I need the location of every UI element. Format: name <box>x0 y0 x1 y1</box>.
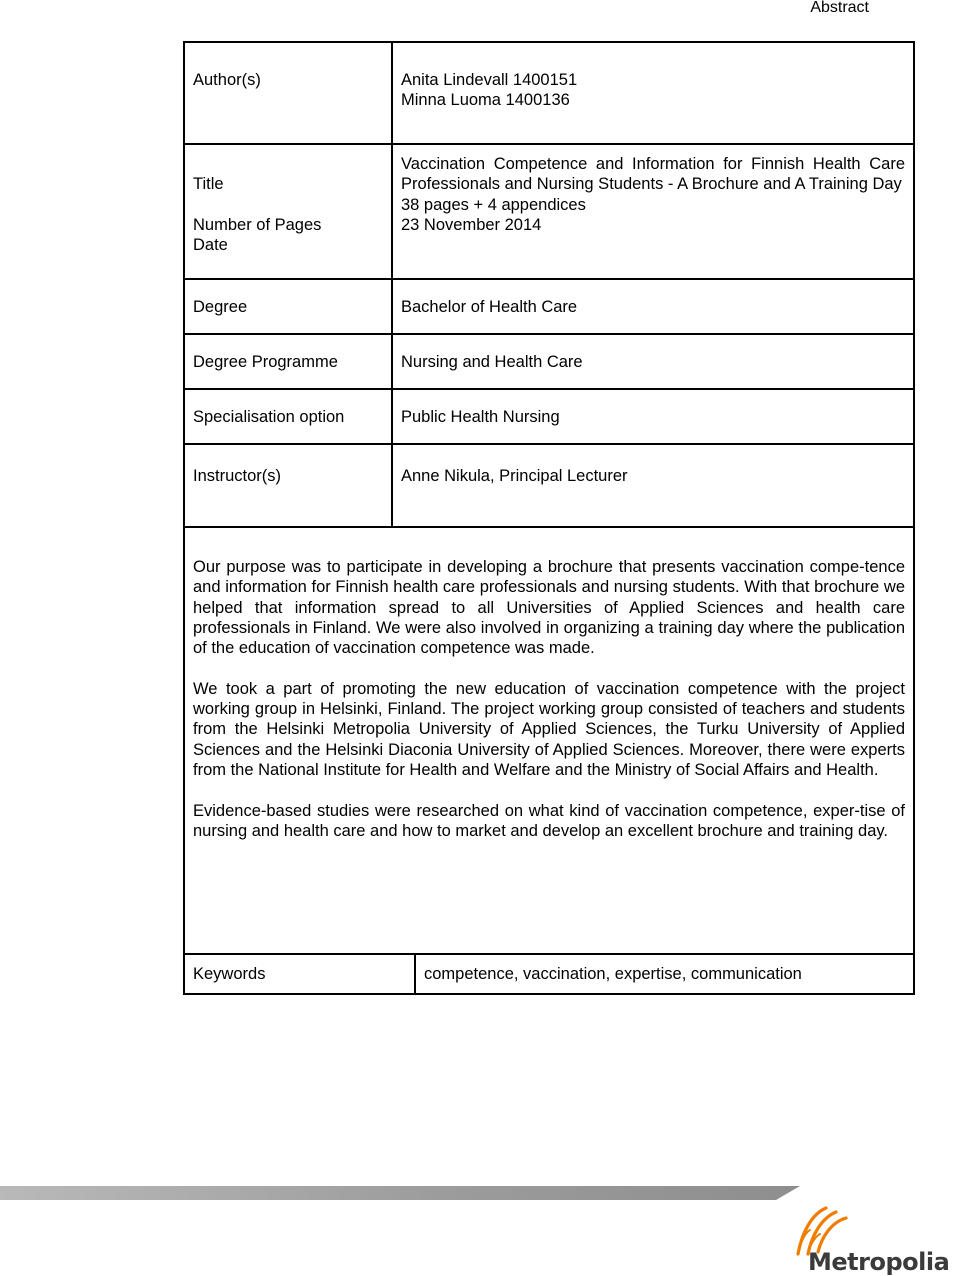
title-labels-cell <box>184 144 392 279</box>
programme-row <box>184 334 914 389</box>
keywords-label: Keywords <box>184 954 415 994</box>
authors-label: Author(s) <box>184 42 392 144</box>
title-values-cell <box>392 144 914 279</box>
instructor-label: Instructor(s) <box>184 444 392 527</box>
degree-value: Bachelor of Health Care <box>392 279 914 334</box>
title-row <box>184 144 914 279</box>
degree-row <box>184 279 914 334</box>
footer-bar <box>0 1186 800 1200</box>
abstract-paragraph: Evidence-based studies were researched on what kind of vaccination competence, exper-tise of nursing and health care and how to market and develop an excellent brochure and training day. <box>193 801 905 840</box>
keywords-table <box>183 953 915 995</box>
metropolia-logo <box>788 1202 960 1276</box>
author-name: Anita Lindevall 1400151 <box>401 71 578 89</box>
authors-value <box>392 42 914 144</box>
instructor-row <box>184 444 914 527</box>
programme-label: Degree Programme <box>184 334 392 389</box>
abstract-body <box>183 526 915 954</box>
programme-value: Nursing and Health Care <box>392 334 914 389</box>
date-value: 23 November 2014 <box>401 215 542 234</box>
specialisation-row <box>184 389 914 444</box>
authors-row <box>184 42 914 144</box>
abstract-paragraph: We took a part of promoting the new education of vaccination competence with the project working group in Helsinki, Finland. The project working group consisted of teachers and students from the Helsinki Metropolia University of Applied Sciences, the Turku University of Applied Sciences and the Helsinki Diaconia University of Applied Sciences. Moreover, there were experts from the National Institute for Health and Welfare and the Ministry of Social Affairs and Health. <box>193 679 905 779</box>
author-name: Minna Luoma 1400136 <box>401 91 570 110</box>
keywords-value: competence, vaccination, expertise, communication <box>415 954 914 994</box>
degree-label: Degree <box>184 279 392 334</box>
specialisation-value: Public Health Nursing <box>392 389 914 444</box>
pages-label: Number of Pages <box>193 215 322 234</box>
thesis-info-table <box>183 41 915 528</box>
title-value: Vaccination Competence and Information for Finnish Health Care Professionals and Nursing Students - A Brochure and A Training Day <box>401 155 905 194</box>
pages-value: 38 pages + 4 appendices <box>401 195 586 214</box>
keywords-row <box>184 954 914 994</box>
instructor-value: Anne Nikula, Principal Lecturer <box>392 444 914 527</box>
abstract-paragraph: Our purpose was to participate in developing a brochure that presents vaccination compe-tence and information for Finnish health care professionals and nursing students. With that brochure we helped that information spread to all Universities of Applied Sciences and health care professionals in Finland. We were also involved in organizing a training day where the publication of the education of vaccination competence was made. <box>193 558 905 658</box>
metropolia-logo-text: Metropolia <box>808 1248 950 1276</box>
specialisation-label: Specialisation option <box>184 389 392 444</box>
page-header-abstract: Abstract <box>810 0 869 16</box>
title-label: Title <box>193 175 224 194</box>
date-label: Date <box>193 236 228 255</box>
